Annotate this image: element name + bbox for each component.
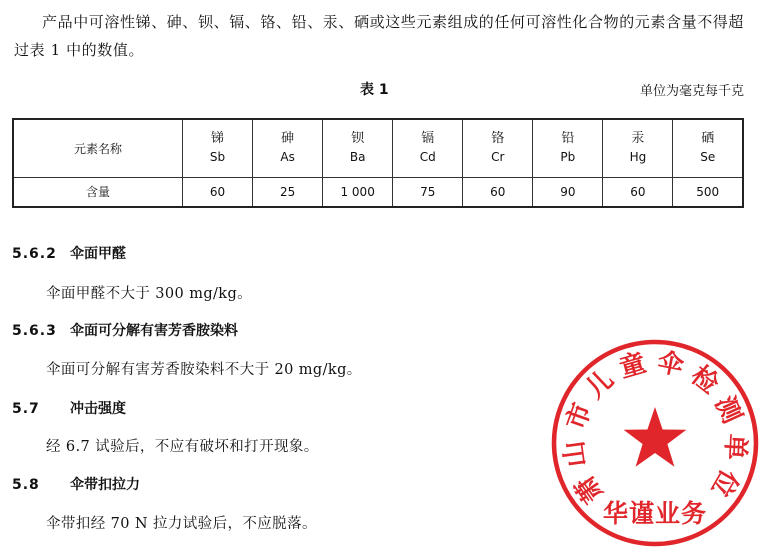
element-name: 硒: [701, 131, 715, 147]
seal-arc-char: 单: [719, 433, 751, 461]
seal-arc-char: 儿: [580, 364, 620, 405]
value-cell: 90: [533, 177, 603, 207]
element-limits-table: [12, 118, 744, 208]
element-name: 铬: [491, 131, 505, 147]
seal-arc-char: 测: [708, 391, 747, 428]
section-title: 伞面甲醛: [70, 246, 126, 262]
seal-arc-char: 山: [559, 438, 593, 469]
value-cell: 75: [393, 177, 463, 207]
table-caption: [0, 79, 770, 99]
element-cell: [463, 119, 533, 177]
element-symbol: As: [280, 150, 295, 165]
element-symbol: Pb: [560, 150, 576, 165]
seal-arc-char: 位: [704, 464, 744, 502]
section-body-5-6-3: 伞面可分解有害芳香胺染料不大于 20 mg/kg。: [46, 362, 362, 378]
element-cell: [253, 119, 323, 177]
table-row-elements: [13, 119, 743, 177]
row-header-element-name: 元素名称: [13, 119, 183, 177]
section-title: 冲击强度: [70, 401, 126, 417]
section-body-5-6-2: 伞面甲醛不大于 300 mg/kg。: [46, 286, 253, 302]
element-name: 铅: [561, 131, 575, 147]
seal-arc-char: 市: [561, 399, 599, 434]
value-cell: 25: [253, 177, 323, 207]
section-number: 5.6.2: [12, 246, 57, 262]
element-name: 砷: [281, 131, 295, 147]
seal-bottom-text: 华谨业务: [602, 499, 708, 528]
element-name: 汞: [631, 131, 645, 147]
seal-arc-char: 童: [616, 348, 650, 385]
intro-paragraph: 产品中可溶性锑、砷、钡、镉、铬、铅、汞、硒或这些元素组成的任何可溶性化合物的元素含量不得超过表 1 中的数值。: [14, 13, 745, 59]
value-cell: 60: [183, 177, 253, 207]
section-body-5-7: 经 6.7 试验后，不应有破坏和打开现象。: [46, 439, 319, 455]
element-symbol: Hg: [629, 150, 647, 165]
table-unit: 单位为毫克每千克: [639, 84, 744, 99]
section-heading-5-6-2: [12, 243, 126, 263]
element-cell: [393, 119, 463, 177]
value-cell: 1 000: [323, 177, 393, 207]
element-name: 锑: [211, 131, 225, 147]
row-header-content: 含量: [13, 177, 183, 207]
element-name: 钡: [351, 131, 365, 147]
official-seal-stamp: [548, 336, 763, 551]
section-number: 5.8: [12, 477, 40, 493]
element-name: 镉: [421, 131, 435, 147]
element-cell: [603, 119, 673, 177]
element-cell: [673, 119, 743, 177]
section-heading-5-7: [12, 398, 126, 418]
section-title: 伞带扣拉力: [70, 477, 140, 493]
element-symbol: Ba: [349, 150, 366, 165]
section-heading-5-8: [12, 474, 140, 494]
seal-arc-char: 萧: [569, 469, 610, 509]
section-number: 5.6.3: [12, 323, 57, 339]
section-body-5-8: 伞带扣经 70 N 拉力试验后，不应脱落。: [46, 516, 317, 532]
element-symbol: Se: [700, 150, 716, 165]
element-cell: [533, 119, 603, 177]
element-symbol: Sb: [209, 150, 226, 165]
table-row-values: [13, 177, 743, 207]
star-icon: [624, 407, 687, 467]
value-cell: 60: [463, 177, 533, 207]
element-symbol: Cr: [491, 150, 505, 165]
section-number: 5.7: [12, 401, 40, 417]
section-heading-5-6-3: [12, 320, 238, 340]
seal-arc-char: 伞: [654, 347, 687, 382]
section-title: 伞面可分解有害芳香胺染料: [70, 323, 238, 339]
element-symbol: Cd: [419, 150, 436, 165]
seal-arc-char: 检: [685, 360, 725, 401]
element-cell: [183, 119, 253, 177]
element-cell: [323, 119, 393, 177]
table-title: 表 1: [360, 82, 389, 98]
value-cell: 60: [603, 177, 673, 207]
value-cell: 500: [673, 177, 743, 207]
